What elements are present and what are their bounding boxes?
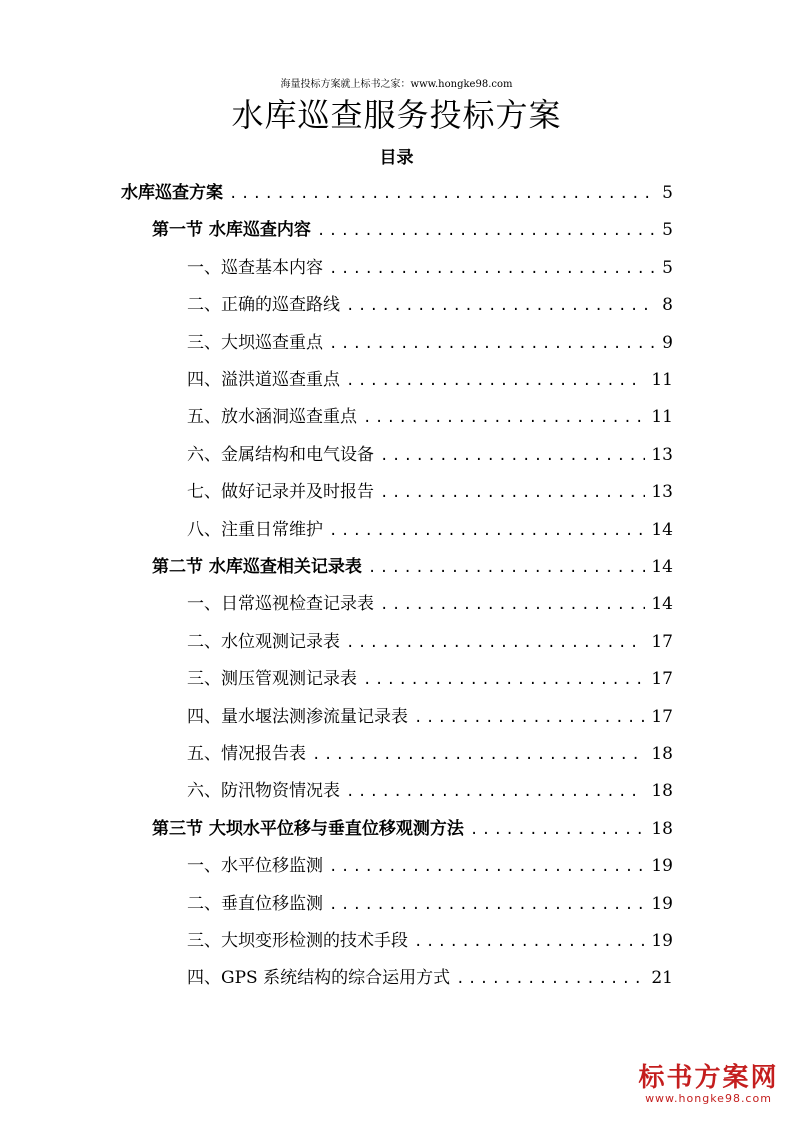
- toc-dot-leader: [346, 368, 645, 394]
- toc-entry[interactable]: [187, 479, 673, 505]
- toc-entry-page: 8: [662, 295, 673, 316]
- toc-entry[interactable]: [121, 180, 673, 206]
- toc-entry[interactable]: [152, 554, 673, 580]
- toc-entry[interactable]: [187, 591, 673, 617]
- toc-dot-leader: [414, 705, 645, 731]
- toc-entry-label: 五、放水涵洞巡查重点: [187, 407, 357, 428]
- toc-entry-page: 19: [651, 856, 673, 877]
- toc-dot-leader: [363, 667, 645, 693]
- toc-entry-label: 七、做好记录并及时报告: [187, 482, 374, 503]
- toc-entry-page: 5: [662, 183, 673, 203]
- toc-entry-page: 14: [651, 594, 673, 615]
- toc-entry-label: 三、大坝巡查重点: [187, 332, 323, 353]
- toc-entry-page: 13: [651, 444, 673, 465]
- toc-entry-label: 二、垂直位移监测: [187, 893, 323, 914]
- toc-entry-label: 三、大坝变形检测的技术手段: [187, 931, 408, 951]
- toc-entry[interactable]: [187, 404, 673, 430]
- toc-entry-label: 一、巡查基本内容: [187, 257, 323, 278]
- toc-entry-page: 19: [651, 893, 673, 914]
- toc-entry-label: 第一节 水库巡查内容: [152, 220, 311, 241]
- toc-entry-page: 5: [662, 257, 673, 278]
- toc-entry[interactable]: [187, 330, 673, 356]
- toc-entry-label: 三、测压管观测记录表: [187, 669, 357, 690]
- toc-entry[interactable]: [187, 853, 673, 879]
- header-note: 海量投标方案就上标书之家：www.hongke98.com: [280, 79, 513, 90]
- toc-entry[interactable]: [187, 891, 673, 917]
- toc-entry[interactable]: [187, 778, 673, 804]
- toc-dot-leader: [380, 443, 645, 469]
- toc-entry[interactable]: [187, 965, 673, 991]
- toc-entry-page: 11: [651, 407, 673, 428]
- toc-entry-label: 第二节 水库巡查相关记录表: [152, 557, 362, 577]
- toc-entry-page: 17: [651, 631, 673, 652]
- toc-entry[interactable]: [187, 741, 673, 767]
- toc-dot-leader: [329, 256, 656, 282]
- toc-dot-leader: [229, 181, 656, 207]
- toc-dot-leader: [368, 555, 645, 581]
- toc-entry-page: 11: [651, 370, 673, 390]
- toc-entry-page: 9: [662, 332, 673, 353]
- toc-dot-leader: [470, 817, 645, 843]
- toc-dot-leader: [346, 293, 656, 319]
- toc-entry-page: 5: [662, 220, 673, 241]
- toc-entry-label: 六、防汛物资情况表: [187, 781, 340, 802]
- toc-dot-leader: [317, 218, 656, 244]
- toc-dot-leader: [414, 929, 645, 955]
- toc-entry-label: 八、注重日常维护: [187, 519, 323, 540]
- toc-entry-page: 18: [651, 744, 673, 764]
- toc-entry-page: 14: [651, 557, 673, 577]
- toc-entry-label: 一、日常巡视检查记录表: [187, 594, 374, 615]
- toc-entry-page: 13: [651, 482, 673, 503]
- toc-entry-label: 第三节 大坝水平位移与垂直位移观测方法: [152, 818, 464, 839]
- toc-dot-leader: [329, 892, 645, 918]
- toc-entry-page: 18: [651, 781, 673, 802]
- logo-brand: 标书方案网: [638, 1063, 779, 1093]
- toc-dot-leader: [312, 742, 645, 768]
- toc-entry[interactable]: [187, 255, 673, 281]
- toc-dot-leader: [380, 480, 645, 506]
- toc-dot-leader: [329, 518, 645, 544]
- toc-entry[interactable]: [187, 704, 673, 730]
- toc-entry-label: 二、水位观测记录表: [187, 631, 340, 652]
- toc-entry-label: 五、情况报告表: [187, 744, 306, 764]
- toc-entry-label: 四、溢洪道巡查重点: [187, 370, 340, 390]
- toc-dot-leader: [329, 854, 645, 880]
- toc-entry[interactable]: [152, 217, 673, 243]
- toc-entry-page: 17: [651, 706, 673, 727]
- toc-entry[interactable]: [187, 442, 673, 468]
- toc-entry-page: 18: [651, 818, 673, 839]
- document-title: 水库巡查服务投标方案: [231, 96, 562, 134]
- logo-url: www.hongke98.com: [645, 1092, 772, 1105]
- toc-dot-leader: [346, 779, 645, 805]
- toc-entry-label: 四、量水堰法测渗流量记录表: [187, 706, 408, 727]
- toc-entry-label: 一、水平位移监测: [187, 856, 323, 877]
- toc-title: 目录: [379, 148, 414, 168]
- toc-entry[interactable]: [187, 928, 673, 954]
- toc-entry-label: 六、金属结构和电气设备: [187, 444, 374, 465]
- toc-entry-label: 水库巡查方案: [121, 183, 223, 203]
- toc-entry-page: 21: [651, 968, 673, 989]
- toc-entry-page: 17: [651, 669, 673, 690]
- toc-entry-page: 19: [651, 931, 673, 951]
- toc-entry[interactable]: [187, 292, 673, 318]
- toc-dot-leader: [329, 331, 656, 357]
- toc-dot-leader: [363, 405, 645, 431]
- site-logo: [636, 1064, 781, 1110]
- toc-dot-leader: [456, 966, 645, 992]
- toc-entry-label: 二、正确的巡查路线: [187, 295, 340, 316]
- toc-entry[interactable]: [187, 629, 673, 655]
- toc-dot-leader: [380, 592, 645, 618]
- toc-entry[interactable]: [187, 666, 673, 692]
- toc-entry[interactable]: [187, 367, 673, 393]
- toc-dot-leader: [346, 630, 645, 656]
- toc-entry-page: 14: [651, 519, 673, 540]
- toc-entry-label: 四、GPS 系统结构的综合运用方式: [187, 968, 451, 989]
- toc-entry[interactable]: [187, 517, 673, 543]
- toc-entry[interactable]: [152, 816, 673, 842]
